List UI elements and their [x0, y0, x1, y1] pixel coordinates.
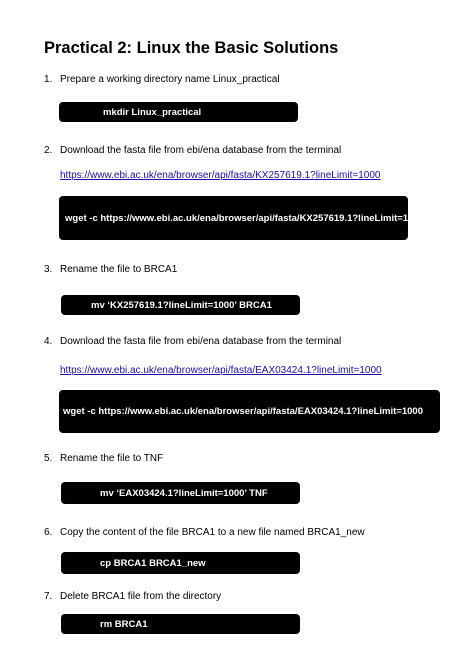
step-text: Delete BRCA1 file from the directory	[60, 591, 222, 602]
step-text: Rename the file to BRCA1	[60, 264, 178, 275]
command-box-rm: rm BRCA1	[61, 614, 300, 634]
command-box-mkdir: mkdir Linux_practical	[59, 102, 298, 122]
fasta-link-kx257619[interactable]: https://www.ebi.ac.uk/ena/browser/api/fasta/KX257619.1?lineLimit=1000	[60, 170, 381, 181]
step-text: Download the fasta file from ebi/ena database from the terminal	[60, 145, 342, 156]
step-number: 2.	[44, 145, 53, 156]
step-number: 5.	[44, 453, 53, 464]
page-title: Practical 2: Linux the Basic Solutions	[44, 39, 339, 57]
step-3-instruction	[44, 263, 177, 277]
command-box-mv-tnf: mv ‘EAX03424.1?lineLimit=1000’ TNF	[61, 482, 300, 504]
command-box-wget-kx257619: wget -c https://www.ebi.ac.uk/ena/browser/api/fasta/KX257619.1?lineLimit=1000	[59, 196, 408, 240]
command-box-wget-eax03424: wget -c https://www.ebi.ac.uk/ena/browser/api/fasta/EAX03424.1?lineLimit=1000	[59, 390, 440, 433]
step-number: 4.	[44, 336, 53, 347]
step-number: 7.	[44, 591, 53, 602]
fasta-link-eax03424[interactable]: https://www.ebi.ac.uk/ena/browser/api/fasta/EAX03424.1?lineLimit=1000	[60, 365, 382, 376]
step-text: Copy the content of the file BRCA1 to a new file named BRCA1_new	[60, 527, 365, 538]
step-number: 3.	[44, 264, 53, 275]
step-7-instruction	[44, 590, 221, 604]
step-6-instruction	[44, 526, 365, 540]
step-5-instruction	[44, 452, 163, 466]
step-4-instruction	[44, 335, 341, 349]
command-box-mv-brca1: mv ‘KX257619.1?lineLimit=1000’ BRCA1	[61, 295, 300, 315]
command-box-cp: cp BRCA1 BRCA1_new	[61, 552, 300, 574]
step-number: 1.	[44, 74, 53, 85]
step-2-instruction	[44, 144, 341, 158]
step-text: Download the fasta file from ebi/ena database from the terminal	[60, 336, 342, 347]
step-number: 6.	[44, 527, 53, 538]
step-1-instruction	[44, 73, 280, 87]
step-text: Rename the file to TNF	[60, 453, 164, 464]
step-text: Prepare a working directory name Linux_practical	[60, 74, 280, 85]
